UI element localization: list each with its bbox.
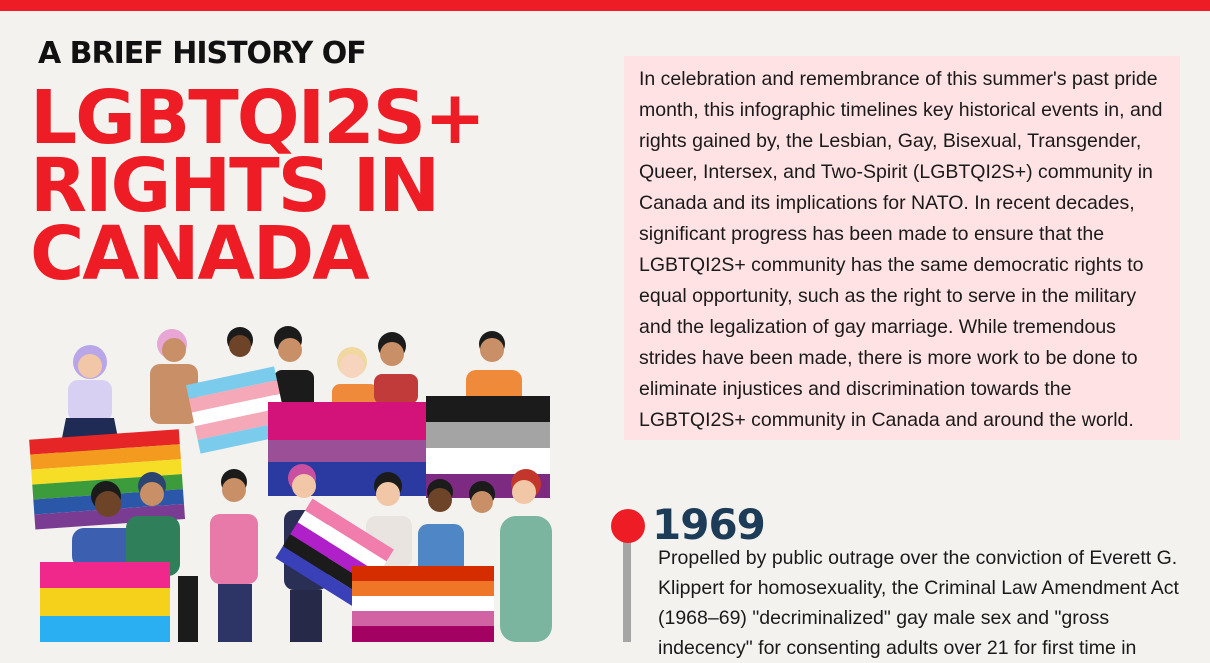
timeline-marker-dot xyxy=(611,509,645,543)
title-line: LGBTQI2S+ xyxy=(30,75,485,161)
people-with-pride-flags-illustration xyxy=(22,318,562,642)
intro-box xyxy=(624,56,1180,440)
pansexual-flag xyxy=(40,562,170,642)
timeline-line xyxy=(623,530,631,642)
header-kicker: A BRIEF HISTORY OF xyxy=(38,36,366,71)
top-accent-bar xyxy=(0,0,1210,11)
title-line: RIGHTS IN xyxy=(30,143,439,229)
timeline-event-year: 1969 xyxy=(652,500,765,549)
intro-paragraph: In celebration and remembrance of this summer's past pride month, this infographic timelines key historical events in, and rights gained by, the Lesbian, Gay, Bisexual, Transgender, Queer, Intersex, and Two-Spirit (LGBTQI2S+) community in Canada and its implications for NATO. In recent decades, significant progress has been made to ensure that the LGBTQI2S+ community has the same democratic rights to equal opportunity, such as the right to serve in the military and the legalization of gay marriage. While tremendous strides have been made, there is more work to be done to eliminate injustices and discrimination towards the LGBTQI2S+ community in Canada and around the world. xyxy=(639,68,1163,431)
lesbian-flag xyxy=(352,566,494,642)
title-line: CANADA xyxy=(30,211,368,297)
timeline-event-description: Propelled by public outrage over the conviction of Everett G. Klippert for homosexuality, the Criminal Law Amendment Act (1968–69) "decriminalized" gay male sex and "gross indecency" for consenting adults over 21 for first time in xyxy=(658,547,1179,659)
page-title xyxy=(30,75,485,297)
